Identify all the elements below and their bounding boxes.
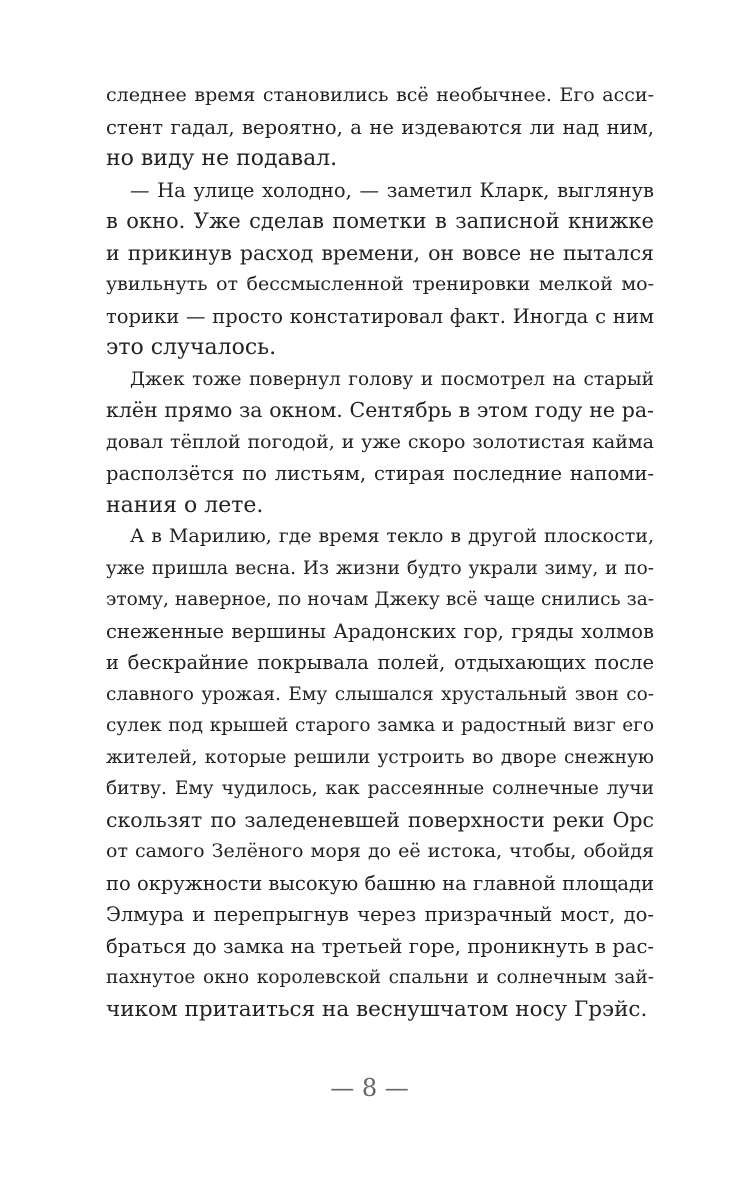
text-line: чиком притаиться на веснушчатом носу Грэйс.	[106, 996, 648, 1022]
text-line: довал тёплой погодой, и уже скоро золотистая кайма	[106, 430, 654, 453]
text-line: следнее время становились всё необычнее. Его асси-	[106, 84, 654, 106]
text-line: нания о лете.	[106, 492, 264, 518]
text-line: торики — просто констатировал факт. Иногда с ним	[106, 304, 654, 328]
text-line: это случалось.	[106, 335, 277, 360]
text-line: в окно. Уже сделав пометки в записной книжке	[106, 209, 654, 233]
text-line: славного урожая. Ему слышался хрустальный звон со-	[106, 683, 654, 705]
text-line: уже пришла весна. Из жизни будто украли зиму, и по-	[106, 557, 654, 579]
text-line: и бескрайние покрывала полей, отдыхающих после	[106, 651, 654, 674]
text-line: но виду не подавал.	[106, 146, 338, 171]
text-line: А в Марилию, где время текло в другой плоскости,	[130, 525, 654, 547]
text-line: этому, наверное, по ночам Джеку всё чаще снились за-	[106, 589, 654, 610]
text-line: увильнуть от бессмысленной тренировки мелкой мо-	[106, 273, 654, 295]
text-line: битву. Ему чудилось, как рассеянные солнечные лучи	[106, 778, 654, 799]
text-line: от самого Зелёного моря до её истока, чтобы, обойдя	[106, 840, 654, 862]
text-line: расползётся по листьям, стирая последние напоми-	[106, 462, 654, 485]
text-line: и прикинув расход времени, он вовсе не пытался	[106, 240, 654, 265]
page-number: — 8 —	[330, 1074, 409, 1102]
text-line: браться до замка на третьей горе, проникнуть в рас-	[106, 934, 654, 958]
text-line: Джек тоже повернул голову и посмотрел на старый	[130, 368, 654, 390]
text-line: жителей, которые решили устроить во дворе снежную	[106, 746, 654, 768]
text-line: сулек под крышей старого замка и радостный визг его	[106, 715, 654, 736]
text-line: скользят по заледеневшей поверхности реки Орс	[106, 807, 654, 832]
text-line: пахнутое окно королевской спальни и солнечным зай-	[106, 967, 654, 988]
text-line: клён прямо за окном. Сентябрь в этом году не ра-	[106, 398, 654, 422]
text-line: Элмура и перепрыгнув через призрачный мост, до-	[106, 903, 654, 926]
text-line: снеженные вершины Арадонских гор, гряды холмов	[106, 619, 654, 643]
text-line: — На улице холодно, — заметил Кларк, выглянув	[130, 178, 654, 202]
text-line: по окружности высокую башню на главной площади	[106, 871, 654, 895]
text-line: стент гадал, вероятно, а не издеваются ли над ним,	[106, 115, 654, 139]
